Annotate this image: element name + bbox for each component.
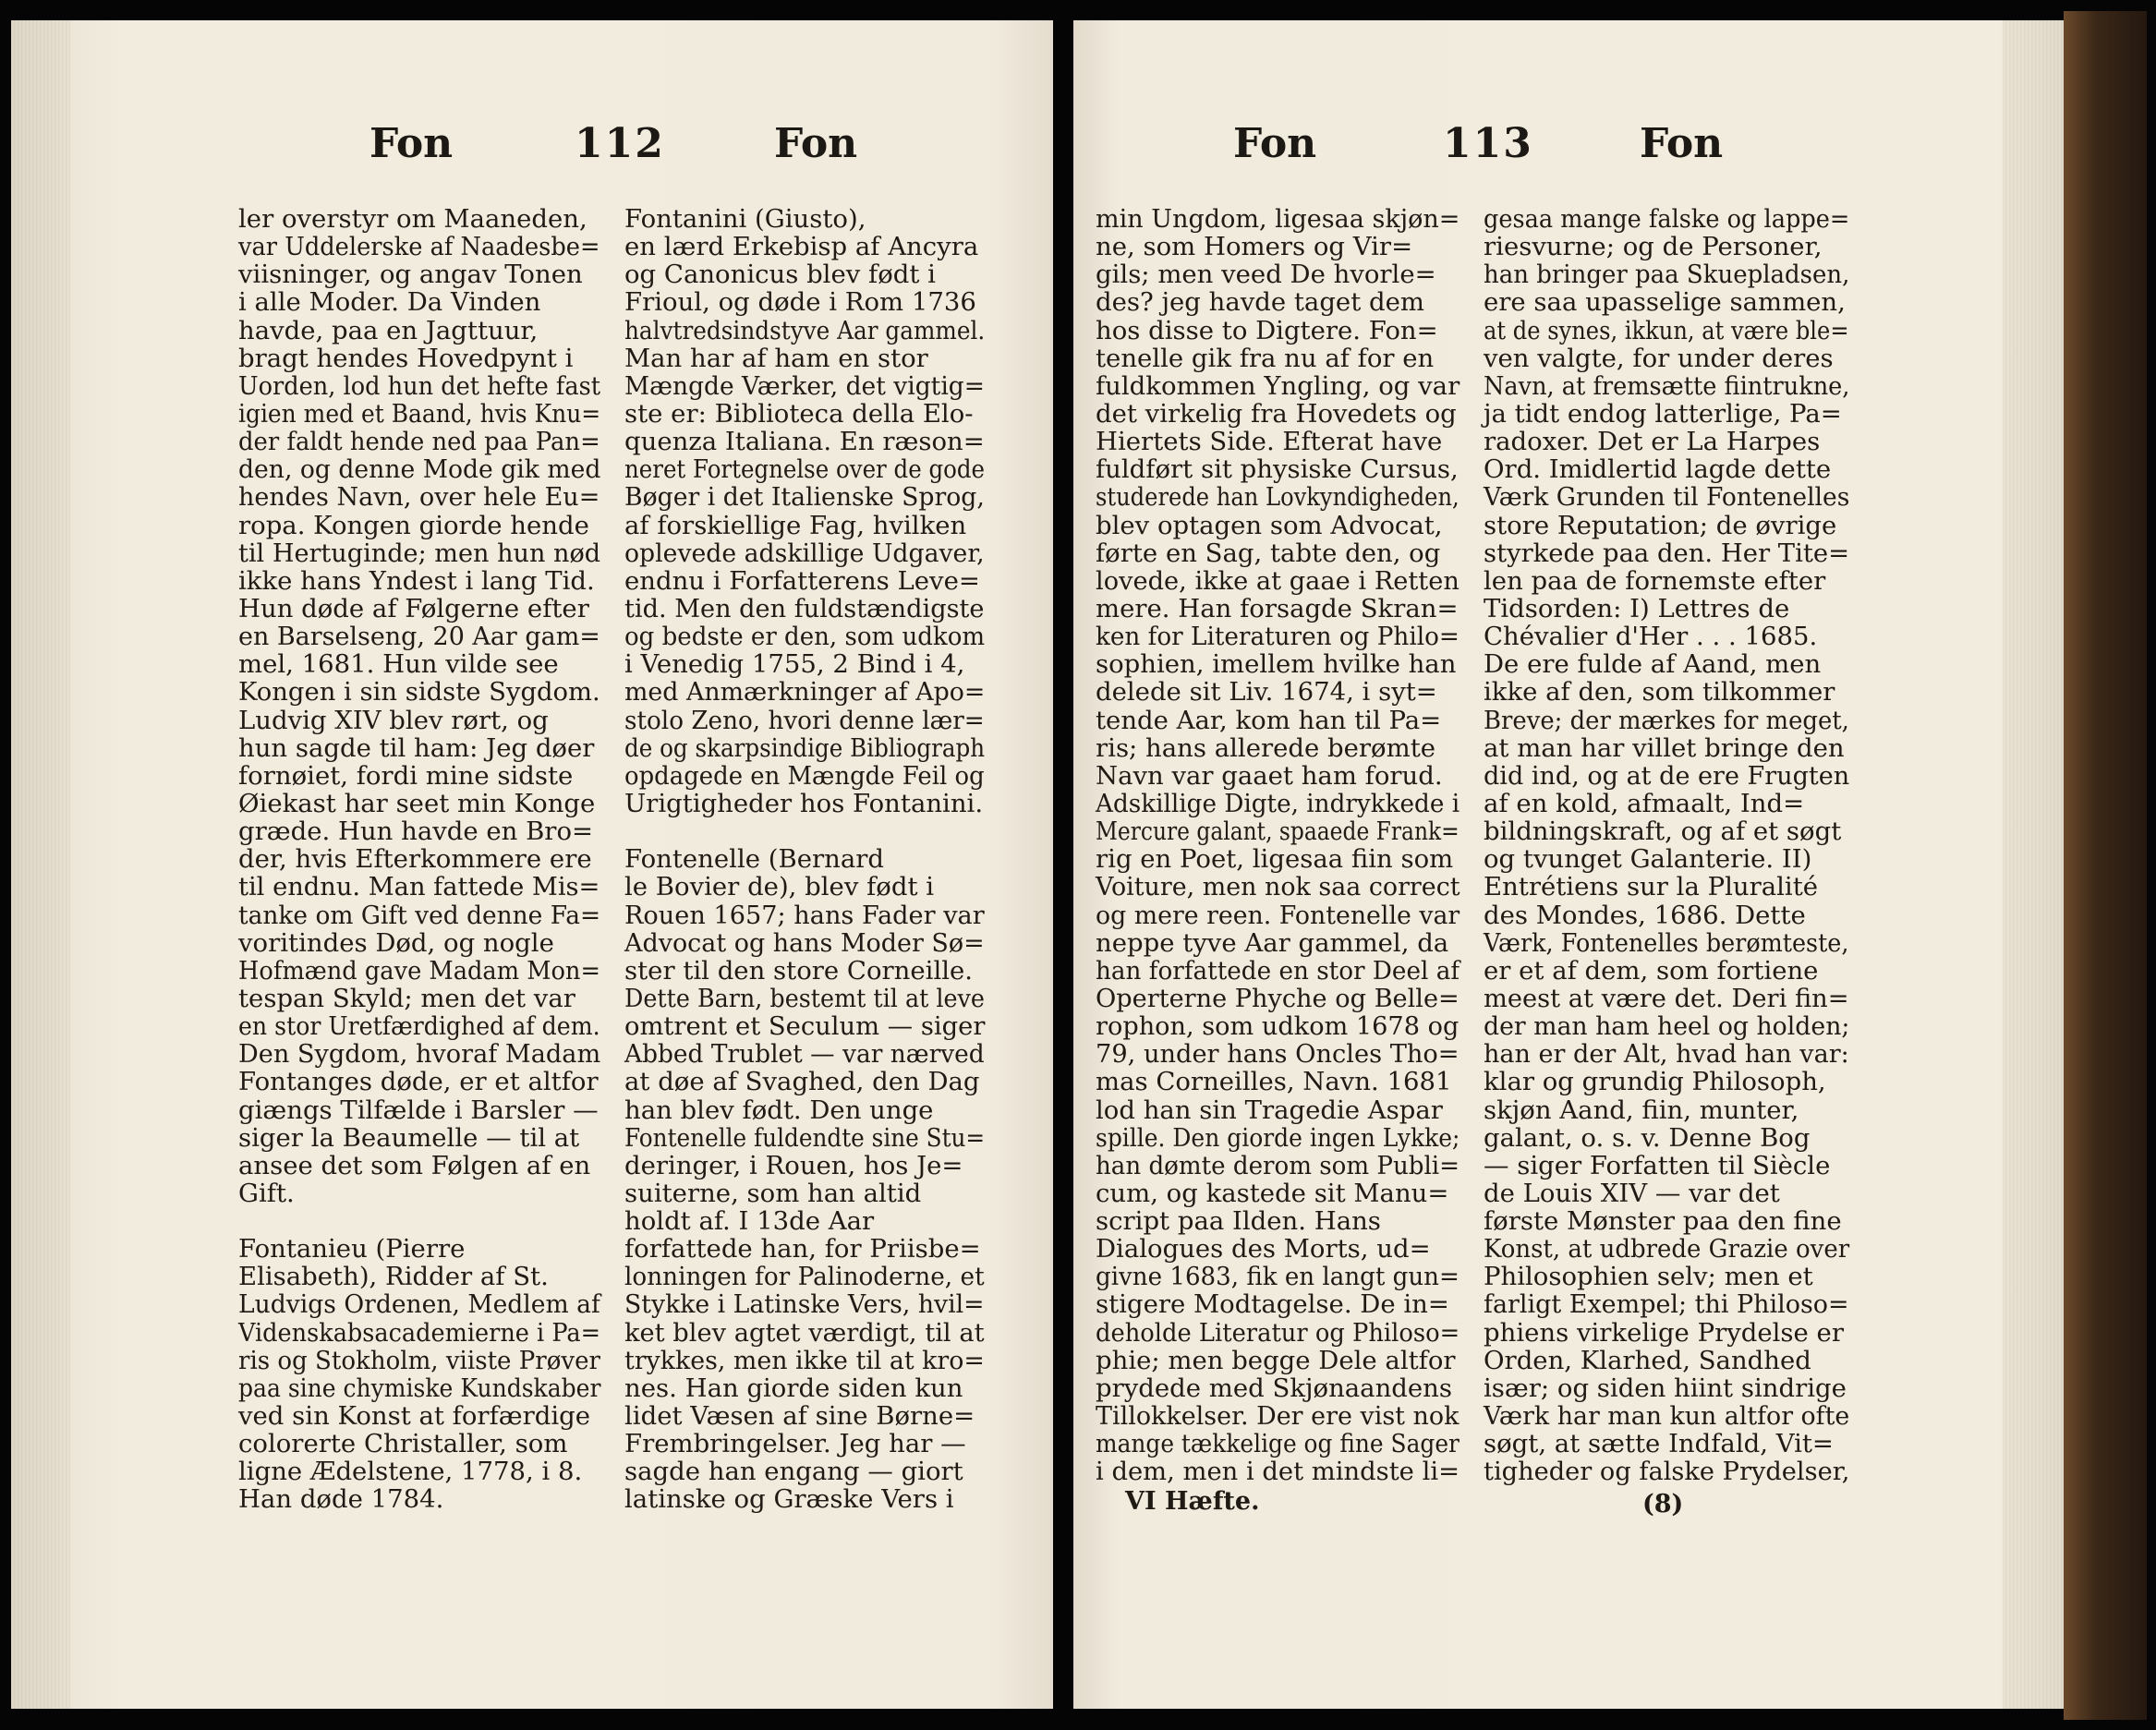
right-page-edges bbox=[2003, 20, 2064, 1709]
text-line: Urigtigheder hos Fontanini. bbox=[624, 788, 984, 818]
text-line: sophien, imellem hvilke han bbox=[1096, 649, 1457, 680]
text-line: Orden, Klarhed, Sandhed bbox=[1484, 1345, 1811, 1375]
text-line: Mercure galant, spaaede Frank= bbox=[1096, 817, 1460, 847]
text-line: første Mønster paa den fine bbox=[1484, 1206, 1842, 1237]
text-line: bildningskraft, og af et søgt bbox=[1484, 817, 1842, 847]
text-line: spille. Den giorde ingen Lykke; bbox=[1096, 1122, 1460, 1153]
text-line: lonningen for Palinoderne, et bbox=[624, 1262, 985, 1292]
text-line: der faldt hende ned paa Pan= bbox=[238, 427, 600, 457]
text-line: mel, 1681. Hun vilde see bbox=[238, 649, 559, 680]
text-line: ler overstyr om Maaneden, bbox=[238, 204, 587, 234]
text-line: ket blev agtet værdigt, til at bbox=[624, 1317, 985, 1348]
text-line: der, hvis Efterkommere ere bbox=[238, 844, 592, 875]
text-line: giængs Tilfælde i Barsler — bbox=[238, 1095, 599, 1125]
text-line: i dem, men i det mindste li= bbox=[1096, 1457, 1460, 1487]
text-line: styrkede paa den. Her Tite= bbox=[1484, 538, 1850, 568]
text-line: Fontanini (Giusto), bbox=[624, 204, 866, 234]
text-line: tenelle gik fra nu af for en bbox=[1096, 343, 1435, 373]
text-line: endnu i Forfatterens Leve= bbox=[624, 565, 980, 596]
text-line: han er der Alt, hvad han var: bbox=[1484, 1039, 1849, 1070]
text-line: neret Fortegnelse over de gode bbox=[624, 454, 986, 485]
text-line: mas Corneilles, Navn. 1681 bbox=[1096, 1067, 1452, 1097]
text-line: Advocat og hans Moder Sø= bbox=[624, 927, 985, 958]
text-line: han bringer paa Skuepladsen, bbox=[1484, 260, 1850, 290]
right-header-word-left: Fon bbox=[1233, 120, 1317, 167]
text-line: førte en Sag, tabte den, og bbox=[1096, 538, 1441, 568]
text-line: De ere fulde af Aand, men bbox=[1484, 649, 1822, 680]
text-line: — siger Forfatten til Siècle bbox=[1484, 1150, 1831, 1180]
text-line: galant, o. s. v. Denne Bog bbox=[1484, 1122, 1811, 1153]
text-line: holdt af. I 13de Aar bbox=[624, 1206, 875, 1237]
text-line: Han døde 1784. bbox=[238, 1484, 444, 1515]
text-line: viisninger, og angav Tonen bbox=[238, 260, 583, 290]
text-line: i Venedig 1755, 2 Bind i 4, bbox=[624, 649, 965, 680]
text-line: fuldkommen Yngling, og var bbox=[1096, 370, 1460, 401]
text-line: gils; men veed De hvorle= bbox=[1096, 260, 1436, 290]
text-line: oplevede adskillige Udgaver, bbox=[624, 538, 985, 568]
text-line: Hun døde af Følgerne efter bbox=[238, 593, 589, 623]
text-line: og Canonicus blev født i bbox=[624, 260, 936, 290]
right-page-header bbox=[0, 120, 2156, 185]
text-line: Øiekast har seet min Konge bbox=[238, 788, 596, 818]
text-line: le Bovier de), blev født i bbox=[624, 872, 935, 902]
text-line: len paa de fornemste efter bbox=[1484, 565, 1826, 596]
text-line: rophon, som udkom 1678 og bbox=[1096, 1011, 1460, 1042]
text-line: givne 1683, fik en langt gun= bbox=[1096, 1262, 1460, 1292]
text-line: opdagede en Mængde Feil og bbox=[624, 760, 985, 791]
text-line: lovede, ikke at gaae i Retten bbox=[1096, 565, 1460, 596]
paragraph-gap bbox=[624, 817, 985, 845]
text-line: Stykke i Latinske Vers, hvil= bbox=[624, 1289, 985, 1320]
text-line: Ludvigs Ordenen, Medlem af bbox=[238, 1289, 600, 1320]
text-line: halvtredsindstyve Aar gammel. bbox=[624, 315, 986, 345]
text-line: colorerte Christaller, som bbox=[238, 1429, 568, 1459]
text-line: farligt Exempel; thi Philoso= bbox=[1484, 1289, 1849, 1320]
text-line: rig en Poet, ligesaa fiin som bbox=[1096, 844, 1454, 875]
text-line: Voiture, men nok saa correct bbox=[1096, 872, 1460, 902]
text-line: er et af dem, som fortiene bbox=[1484, 955, 1819, 986]
text-line: skjøn Aand, fiin, munter, bbox=[1484, 1095, 1799, 1125]
text-line: Værk har man kun altfor ofte bbox=[1484, 1401, 1850, 1432]
text-line: radoxer. Det er La Harpes bbox=[1484, 427, 1821, 457]
text-line: Breve; der mærkes for meget, bbox=[1484, 705, 1849, 735]
text-line: Mængde Værker, det vigtig= bbox=[624, 370, 985, 401]
text-line: Ludvig XIV blev rørt, og bbox=[238, 705, 549, 735]
text-line: script paa Ilden. Hans bbox=[1096, 1206, 1381, 1237]
text-line: Tidsorden: I) Lettres de bbox=[1484, 593, 1790, 623]
text-line: voritindes Død, og nogle bbox=[238, 927, 554, 958]
text-line: Operterne Phyche og Belle= bbox=[1096, 983, 1460, 1013]
text-line: ster til den store Corneille. bbox=[624, 955, 974, 986]
text-line: græde. Hun havde en Bro= bbox=[238, 817, 594, 847]
text-line: en stor Uretfærdighed af dem. bbox=[238, 1011, 600, 1042]
text-line: blev optagen som Advocat, bbox=[1096, 510, 1443, 540]
text-line: der man ham heel og holden; bbox=[1484, 1011, 1850, 1042]
text-line: omtrent et Seculum — siger bbox=[624, 1011, 986, 1042]
text-line: hun sagde til ham: Jeg døer bbox=[238, 732, 595, 763]
text-line: Frioul, og døde i Rom 1736 bbox=[624, 287, 976, 318]
text-line: Hofmænd gave Madam Mon= bbox=[238, 955, 600, 986]
left-column-2 bbox=[624, 205, 985, 1514]
text-line: stolo Zeno, hvori denne lær= bbox=[624, 705, 985, 735]
text-line: riesvurne; og de Personer, bbox=[1484, 232, 1823, 262]
text-line: Philosophien selv; men et bbox=[1484, 1262, 1813, 1292]
text-line: prydede med Skjønaandens bbox=[1096, 1373, 1452, 1403]
text-line: hos disse to Digtere. Fon= bbox=[1096, 315, 1438, 345]
text-line: Dialogues des Morts, ud= bbox=[1096, 1234, 1431, 1264]
text-line: klar og grundig Philosoph, bbox=[1484, 1067, 1826, 1097]
left-header-word-right: Fon bbox=[774, 120, 858, 167]
text-line: ken for Literaturen og Philo= bbox=[1096, 622, 1460, 652]
text-line: Tillokkelser. Der ere vist nok bbox=[1096, 1401, 1460, 1432]
right-page-number: 113 bbox=[1443, 120, 1533, 167]
text-line: en lærd Erkebisp af Ancyra bbox=[624, 232, 979, 262]
text-line: ved sin Konst at forfærdige bbox=[238, 1401, 591, 1432]
text-line: meest at være det. Deri fin= bbox=[1484, 983, 1849, 1013]
text-line: en Barselseng, 20 Aar gam= bbox=[238, 622, 600, 652]
text-line: Navn var gaaet ham forud. bbox=[1096, 760, 1443, 791]
text-line: af en kold, afmaalt, Ind= bbox=[1484, 788, 1805, 818]
text-line: ste er: Biblioteca della Elo- bbox=[624, 398, 974, 429]
text-line: sagde han engang — giort bbox=[624, 1457, 963, 1487]
text-line: især; og siden hiint sindrige bbox=[1484, 1373, 1847, 1403]
right-column-2 bbox=[1484, 205, 1849, 1485]
text-line: han blev født. Den unge bbox=[624, 1095, 934, 1125]
text-line: nes. Han giorde siden kun bbox=[624, 1373, 963, 1403]
text-line: til endnu. Man fattede Mis= bbox=[238, 872, 600, 902]
text-line: med Anmærkninger af Apo= bbox=[624, 677, 986, 708]
text-line: min Ungdom, ligesaa skjøn= bbox=[1096, 204, 1460, 234]
text-line: søgt, at sætte Indfald, Vit= bbox=[1484, 1429, 1834, 1459]
text-line: Fontanieu (Pierre bbox=[238, 1234, 466, 1264]
text-line: delede sit Liv. 1674, i syt= bbox=[1096, 677, 1437, 708]
left-column-1 bbox=[238, 205, 600, 1514]
text-line: Man har af ham en stor bbox=[624, 343, 928, 373]
text-line: lod han sin Tragedie Aspar bbox=[1096, 1095, 1443, 1125]
text-line: tid. Men den fuldstændigste bbox=[624, 593, 985, 623]
text-line: siger la Beaumelle — til at bbox=[238, 1122, 580, 1153]
text-line: ikke af den, som tilkommer bbox=[1484, 677, 1835, 708]
text-line: Fontanges døde, er et altfor bbox=[238, 1067, 599, 1097]
text-line: det virkelig fra Hovedets og bbox=[1096, 398, 1457, 429]
text-line: deholde Literatur og Philoso= bbox=[1096, 1317, 1460, 1348]
text-line: fuldført sit physiske Cursus, bbox=[1096, 454, 1459, 485]
text-line: paa sine chymiske Kundskaber bbox=[238, 1373, 601, 1403]
text-line: suiterne, som han altid bbox=[624, 1178, 922, 1208]
text-line: den, og denne Mode gik med bbox=[238, 454, 601, 485]
text-line: ris; hans allerede berømte bbox=[1096, 732, 1436, 763]
text-line: trykkes, men ikke til at kro= bbox=[624, 1345, 985, 1375]
text-line: bragt hendes Hovedpynt i bbox=[238, 343, 574, 373]
right-column-1 bbox=[1096, 205, 1460, 1485]
text-line: forfattede han, for Priisbe= bbox=[624, 1234, 981, 1264]
text-line: phiens virkelige Prydelse er bbox=[1484, 1317, 1844, 1348]
left-header-word-left: Fon bbox=[369, 120, 454, 167]
signature-mark: VI Hæfte. bbox=[1125, 1487, 1260, 1516]
text-line: phie; men begge Dele altfor bbox=[1096, 1345, 1456, 1375]
text-line: igien med et Baand, hvis Knu= bbox=[238, 398, 601, 429]
text-line: Dette Barn, bestemt til at leve bbox=[624, 983, 985, 1013]
text-line: deringer, i Rouen, hos Je= bbox=[624, 1150, 963, 1180]
text-line: lidet Væsen af sine Børne= bbox=[624, 1401, 975, 1432]
text-line: cum, og kastede sit Manu= bbox=[1096, 1178, 1449, 1208]
text-line: des? jeg havde taget dem bbox=[1096, 287, 1424, 318]
text-line: tespan Skyld; men det var bbox=[238, 983, 575, 1013]
text-line: havde, paa en Jagttuur, bbox=[238, 315, 539, 345]
text-line: quenza Italiana. En ræson= bbox=[624, 427, 985, 457]
text-line: og mere reen. Fontenelle var bbox=[1096, 900, 1460, 930]
text-line: var Uddelerske af Naadesbe= bbox=[238, 232, 600, 262]
text-line: Rouen 1657; hans Fader var bbox=[624, 900, 985, 930]
text-line: han dømte derom som Publi= bbox=[1096, 1150, 1460, 1180]
text-line: tigheder og falske Prydelser, bbox=[1484, 1457, 1850, 1487]
text-line: at døe af Svaghed, den Dag bbox=[624, 1067, 980, 1097]
text-line: de Louis XIV — var det bbox=[1484, 1178, 1780, 1208]
text-line: studerede han Lovkyndigheden, bbox=[1096, 482, 1460, 513]
text-line: Den Sygdom, hvoraf Madam bbox=[238, 1039, 601, 1070]
text-line: Bøger i det Italienske Sprog, bbox=[624, 482, 985, 513]
text-line: Hiertets Side. Efterat have bbox=[1096, 427, 1443, 457]
text-line: ja tidt endog latterlige, Pa= bbox=[1484, 398, 1842, 429]
text-line: ansee det som Følgen af en bbox=[238, 1150, 591, 1180]
text-line: af forskiellige Fag, hvilken bbox=[624, 510, 967, 540]
text-line: mere. Han forsagde Skran= bbox=[1096, 593, 1459, 623]
text-line: i alle Moder. Da Vinden bbox=[238, 287, 541, 318]
text-line: Værk Grunden til Fontenelles bbox=[1484, 482, 1850, 513]
text-line: at de synes, ikkun, at være ble= bbox=[1484, 315, 1849, 345]
text-line: neppe tyve Aar gammel, da bbox=[1096, 927, 1449, 958]
text-line: Adskillige Digte, indrykkede i bbox=[1096, 788, 1460, 818]
text-line: Værk, Fontenelles berømteste, bbox=[1484, 927, 1849, 958]
text-line: Ord. Imidlertid lagde dette bbox=[1484, 454, 1832, 485]
text-line: Fontenelle (Bernard bbox=[624, 844, 884, 875]
text-line: latinske og Græske Vers i bbox=[624, 1484, 954, 1515]
book-binding bbox=[2064, 11, 2147, 1720]
text-line: ris og Stokholm, viiste Prøver bbox=[238, 1345, 600, 1375]
text-line: Uorden, lod hun det hefte fast bbox=[238, 370, 601, 401]
text-line: han forfattede en stor Deel af bbox=[1096, 955, 1460, 986]
text-line: des Mondes, 1686. Dette bbox=[1484, 900, 1806, 930]
text-line: Frembringelser. Jeg har — bbox=[624, 1429, 966, 1459]
text-line: store Reputation; de øvrige bbox=[1484, 510, 1837, 540]
text-line: Gift. bbox=[238, 1178, 295, 1208]
text-line: Konst, at udbrede Grazie over bbox=[1484, 1234, 1850, 1264]
sheet-number: (8) bbox=[1642, 1490, 1684, 1518]
text-line: og tvunget Galanterie. II) bbox=[1484, 844, 1812, 875]
text-line: til Hertuginde; men hun nød bbox=[238, 538, 601, 568]
text-line: Entrétiens sur la Pluralité bbox=[1484, 872, 1819, 902]
left-page-edges bbox=[11, 20, 70, 1709]
text-line: og bedste er den, som udkom bbox=[624, 622, 986, 652]
text-line: de og skarpsindige Bibliograph bbox=[624, 732, 986, 763]
text-line: Videnskabsacademierne i Pa= bbox=[238, 1317, 601, 1348]
text-line: Abbed Trublet — var nærved bbox=[624, 1039, 985, 1070]
text-line: ikke hans Yndest i lang Tid. bbox=[238, 565, 595, 596]
text-line: Navn, at fremsætte fiintrukne, bbox=[1484, 370, 1850, 401]
text-line: did ind, og at de ere Frugten bbox=[1484, 760, 1850, 791]
text-line: stigere Modtagelse. De in= bbox=[1096, 1289, 1449, 1320]
text-line: fornøiet, fordi mine sidste bbox=[238, 760, 574, 791]
text-line: hendes Navn, over hele Eu= bbox=[238, 482, 600, 513]
text-line: ere saa upasselige sammen, bbox=[1484, 287, 1846, 318]
text-line: tanke om Gift ved denne Fa= bbox=[238, 900, 601, 930]
right-header-word-right: Fon bbox=[1640, 120, 1724, 167]
text-line: ropa. Kongen giorde hende bbox=[238, 510, 589, 540]
text-line: 79, under hans Oncles Tho= bbox=[1096, 1039, 1460, 1070]
left-page-number: 112 bbox=[575, 120, 665, 167]
text-line: tende Aar, kom han til Pa= bbox=[1096, 705, 1442, 735]
text-line: ven valgte, for under deres bbox=[1484, 343, 1834, 373]
text-line: Chévalier d'Her . . . 1685. bbox=[1484, 622, 1818, 652]
text-line: gesaa mange falske og lappe= bbox=[1484, 204, 1850, 234]
text-line: ligne Ædelstene, 1778, i 8. bbox=[238, 1457, 583, 1487]
text-line: Kongen i sin sidste Sygdom. bbox=[238, 677, 600, 708]
text-line: Fontenelle fuldendte sine Stu= bbox=[624, 1122, 986, 1153]
paragraph-gap bbox=[238, 1207, 600, 1235]
text-line: Elisabeth), Ridder af St. bbox=[238, 1262, 549, 1292]
text-line: ne, som Homers og Vir= bbox=[1096, 232, 1413, 262]
text-line: at man har villet bringe den bbox=[1484, 732, 1845, 763]
text-line: mange tækkelige og fine Sager bbox=[1096, 1429, 1460, 1459]
